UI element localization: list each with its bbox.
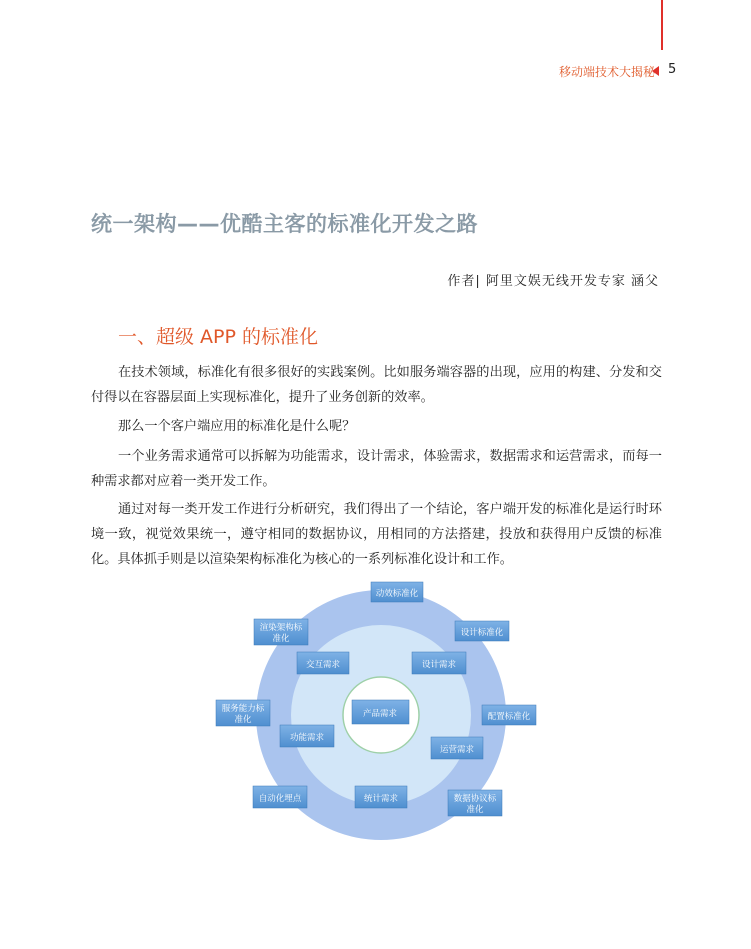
outer-label: 设计标准化 (460, 628, 504, 638)
outer-label: 准化 (234, 715, 252, 725)
inner-node-design (412, 652, 466, 674)
paragraph-3: 一个业务需求通常可以拆解为功能需求，设计需求，体验需求，数据需求和运营需求，而每一种需求都对应着一类开发工作。 (91, 449, 662, 489)
article-title: 统一架构——优酷主客的标准化开发之路 (91, 212, 478, 236)
inner-node-operation (431, 737, 483, 759)
outer-node-autotrack (253, 786, 307, 808)
paragraph-4: 通过对每一类开发工作进行分析研究，我们得出了一个结论，客户端开发的标准化是运行时环境一致，视觉效果统一，遵守相同的数据协议，用相同的方法搭建，投放和获得用户反馈的标准化。具体抓手则是以渲染架构标准化为核心的一系列标准化设计和工作。 (91, 502, 662, 567)
outer-label: 准化 (272, 634, 290, 644)
inner-label: 功能需求 (289, 733, 325, 743)
inner-label: 设计需求 (421, 660, 457, 670)
outer-label: 服务能力标 (221, 704, 265, 714)
outer-label: 自动化埋点 (258, 794, 302, 804)
paragraph-2: 那么一个客户端应用的标准化是什么呢？ (118, 419, 356, 434)
page-number: 5 (668, 62, 677, 77)
outer-label: 数据协议标 (453, 794, 497, 804)
center-node (352, 700, 409, 724)
paragraph-1: 在技术领域，标准化有很多很好的实践案例。比如服务端容器的出现，应用的构建、分发和交付得以在容器层面上实现标准化，提升了业务创新的效率。 (91, 365, 662, 405)
outer-label: 动效标准化 (375, 589, 419, 599)
outer-node-config (482, 705, 536, 725)
outer-label: 渲染架构标 (259, 623, 303, 633)
outer-node-protocol (448, 790, 502, 816)
outer-label: 配置标准化 (487, 712, 531, 722)
inner-node-stats (355, 786, 407, 808)
inner-label: 统计需求 (363, 794, 399, 804)
outer-node-service (216, 700, 270, 726)
inner-label: 交互需求 (305, 660, 341, 670)
outer-node-design-std (455, 621, 509, 641)
inner-label: 运营需求 (439, 745, 475, 755)
section-heading: 一、超级 APP 的标准化 (118, 326, 318, 348)
center-label: 产品需求 (362, 709, 398, 719)
outer-node-animation (371, 582, 423, 602)
outer-label: 准化 (466, 805, 484, 815)
article-byline: 作者| 阿里文娱无线开发专家 涵父 (447, 274, 659, 289)
outer-node-render (254, 619, 308, 645)
running-title: 移动端技术大揭秘 (558, 65, 655, 79)
inner-node-interaction (297, 652, 349, 674)
inner-node-function (280, 725, 334, 747)
